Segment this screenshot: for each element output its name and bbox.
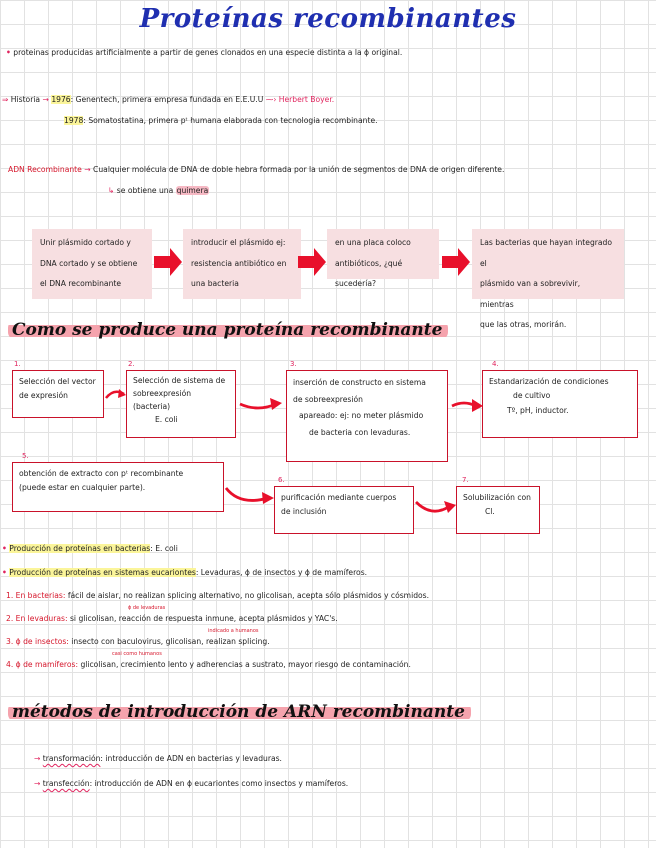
production-item-3: 3. ϕ de insectos: insecto con baculovirus, glicolisan, realizan splicing. (6, 637, 270, 646)
section-heading-metodos: métodos de introducción de ARN recombinante (8, 702, 471, 722)
production-item-2: 2. En levaduras: si glicolisan, reacción de respuesta inmune, acepta plásmidos y YAC's. (6, 614, 338, 623)
annotation-note: casi como humanos (112, 651, 162, 657)
adn-def-text: Cualquier molécula de DNA de doble hebra formada por la unión de segmentos de DNA de origen diferente. (93, 165, 505, 174)
section-heading-produccion: Como se produce una proteína recombinante (8, 320, 448, 340)
step-1-box: Selección del vector de expresión (12, 370, 104, 418)
bullet-icon: • (6, 48, 11, 57)
intro-line (6, 48, 402, 57)
curved-arrow-icon (104, 384, 128, 404)
historia-1978: 1978: Somatostatina, primera pᵗ humana elaborada con tecnologia recombinante. (64, 116, 378, 125)
curved-arrow-icon (414, 496, 458, 518)
arrow-right-icon: ⇒ (2, 95, 9, 104)
quimera-highlight: quimera (176, 186, 209, 195)
block-arrow-icon (442, 248, 472, 278)
block-arrow-icon (298, 248, 328, 278)
flow-box-4: Las bacterias que hayan integrado el plásmido van a sobrevivir, mientras que las otras, morirán. (472, 229, 624, 299)
flow-box-1: Unir plásmido cortado y DNA cortado y se obtiene el DNA recombinante (32, 229, 152, 299)
method-transfeccion: → transfección: introducción de ADN en ϕ eucariontes como insectos y mamíferos. (34, 779, 349, 788)
text-1978: Somatostatina, primera pᵗ humana elaborada con tecnologia recombinante. (88, 116, 378, 125)
step-6-box: purificación mediante cuerpos de inclusión (274, 486, 414, 534)
intro-text: proteinas producidas artificialmente a partir de genes clonados en una especie distinta a la ϕ original. (13, 48, 403, 57)
production-item-4: 4. ϕ de mamíferos: glicolisan, crecimiento lento y adherencias a sustrato, mayor riesgo de contaminación. (6, 660, 411, 669)
page-title: Proteínas recombinantes (139, 4, 517, 34)
arrow-right-icon: → (34, 754, 41, 763)
production-item-1: 1. En bacterias: fácil de aislar, no realizan splicing alternativo, no glicolisan, acepta sólo plásmidos y cósmidos. (6, 591, 430, 600)
flow-box-3: en una placa coloco antibióticos, ¿qué sucedería? (327, 229, 439, 279)
annotation-note: indicado a humanos (208, 628, 259, 634)
flow-box-2: introducir el plásmido ej: resistencia antibiótico en una bacteria (183, 229, 301, 299)
year-1976: 1976 (51, 95, 71, 104)
curved-arrow-icon (224, 484, 276, 510)
historia-1976: ⇒ Historia → 1976: Genentech, primera empresa fundada en E.E.U.U ⁓› Herbert Boyer. (2, 95, 335, 104)
year-1978: 1978 (64, 116, 84, 125)
step-7-box: Solubilización con Cl. (456, 486, 540, 534)
curved-arrow-icon (238, 392, 284, 416)
adn-definition: ADN Recombinante → Cualquier molécula de DNA de doble hebra formada por la unión de segmentos de DNA de origen diferente. (8, 165, 505, 174)
founder: Herbert Boyer. (278, 95, 335, 104)
step-2-box: Selección de sistema de sobreexpresión (bacteria) E. coli (126, 370, 236, 438)
production-bacteria-line: • Producción de proteínas en bacterias: E. coli (2, 544, 178, 553)
historia-label: Historia (10, 95, 41, 104)
adn-label: ADN Recombinante (8, 165, 82, 174)
step-4-box: Estandarización de condiciones de cultivo Tº, pH, inductor. (482, 370, 638, 438)
method-transformacion: → transformación: introducción de ADN en bacterias y levaduras. (34, 754, 282, 763)
block-arrow-icon (154, 248, 184, 278)
step-3-box: inserción de constructo en sistema de sobreexpresión apareado: ej: no meter plásmido de bacteria con levaduras. (286, 370, 448, 462)
curved-arrow-icon (450, 394, 484, 414)
annotation-note: ϕ de levaduras (128, 605, 166, 611)
corner-arrow-icon: ↳ (108, 186, 115, 195)
arrow-right-icon: → (34, 779, 41, 788)
step-5-box: obtención de extracto con pᵗ recombinante (puede estar en cualquier parte). (12, 462, 224, 512)
production-eukaryote-line: • Producción de proteínas en sistemas eucariontes: Levaduras, ϕ de insectos y ϕ de mamíferos. (2, 568, 368, 577)
adn-sub: ↳ se obtiene una quimera (108, 186, 209, 195)
text-1976: Genentech, primera empresa fundada en E.E.U.U (75, 95, 264, 104)
squiggle-arrow-icon: ⁓› (265, 95, 277, 104)
